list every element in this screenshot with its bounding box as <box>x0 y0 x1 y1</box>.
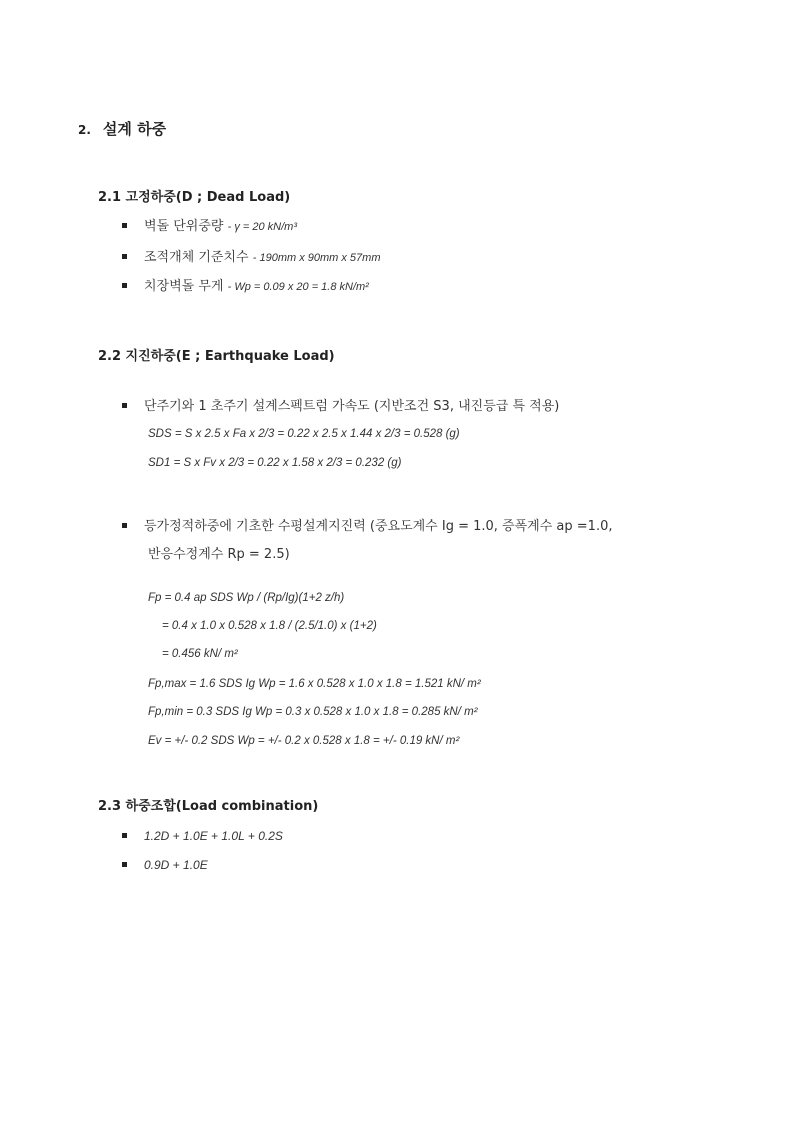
section-title-text: 설계 하중 <box>102 120 167 138</box>
load-combination: 1.2D + 1.0E + 1.0L + 0.2S <box>144 829 283 843</box>
item-label: 등가정적하중에 기초한 수평설계지진력 (중요도계수 Ig = 1.0, 증폭계수 ap =1.0, <box>144 519 613 534</box>
item-value: - Wp = 0.09 x 20 = 1.8 kN/m² <box>227 281 369 293</box>
bullet-square-icon <box>122 223 127 228</box>
equation-fp-step: = 0.4 x 1.0 x 0.528 x 1.8 / (2.5/1.0) x (1+2) <box>162 620 377 632</box>
list-item <box>122 829 283 844</box>
equation-fp: Fp = 0.4 ap SDS Wp / (Rp/Ig)(1+2 z/h) <box>148 592 345 604</box>
equation-fp-result: = 0.456 kN/ m² <box>162 648 238 660</box>
item-value: - 190mm x 90mm x 57mm <box>252 252 381 264</box>
section-number: 2. <box>78 123 91 137</box>
list-item <box>122 858 208 873</box>
equation-fpmin: Fp,min = 0.3 SDS Ig Wp = 0.3 x 0.528 x 1.0 x 1.8 = 0.285 kN/ m² <box>148 706 478 718</box>
list-item <box>122 275 369 294</box>
load-combination: 0.9D + 1.0E <box>144 858 208 872</box>
list-item <box>122 395 559 414</box>
equation-sds: SDS = S x 2.5 x Fa x 2/3 = 0.22 x 2.5 x 1.44 x 2/3 = 0.528 (g) <box>148 428 460 440</box>
equation-sd1: SD1 = S x Fv x 2/3 = 0.22 x 1.58 x 2/3 = 0.232 (g) <box>148 457 402 469</box>
item-label: 단주기와 1 초주기 설계스펙트럼 가속도 (지반조건 S3, 내진등급 특 적용) <box>144 399 560 414</box>
list-item <box>122 215 297 234</box>
heading-2-2: 2.2 지진하중(E ; Earthquake Load) <box>98 349 335 364</box>
heading-2-1: 2.1 고정하중(D ; Dead Load) <box>98 190 291 205</box>
item-value: - γ = 20 kN/m³ <box>227 221 297 233</box>
bullet-square-icon <box>122 523 127 528</box>
bullet-square-icon <box>122 833 127 838</box>
item-label: 벽돌 단위중량 <box>144 219 224 234</box>
bullet-square-icon <box>122 403 127 408</box>
list-item <box>122 515 612 534</box>
bullet-square-icon <box>122 283 127 288</box>
bullet-square-icon <box>122 862 127 867</box>
equation-ev: Ev = +/- 0.2 SDS Wp = +/- 0.2 x 0.528 x 1.8 = +/- 0.19 kN/ m² <box>148 735 460 747</box>
heading-2-3: 2.3 하중조합(Load combination) <box>98 799 319 814</box>
equation-fpmax: Fp,max = 1.6 SDS Ig Wp = 1.6 x 0.528 x 1.0 x 1.8 = 1.521 kN/ m² <box>148 678 481 690</box>
section-title <box>78 118 166 139</box>
item-label: 조적개체 기준치수 <box>144 250 249 265</box>
item-label: 치장벽돌 무게 <box>144 279 224 294</box>
list-item <box>122 246 381 265</box>
item-label-continued: 반응수정계수 Rp = 2.5) <box>148 547 290 562</box>
bullet-square-icon <box>122 254 127 259</box>
